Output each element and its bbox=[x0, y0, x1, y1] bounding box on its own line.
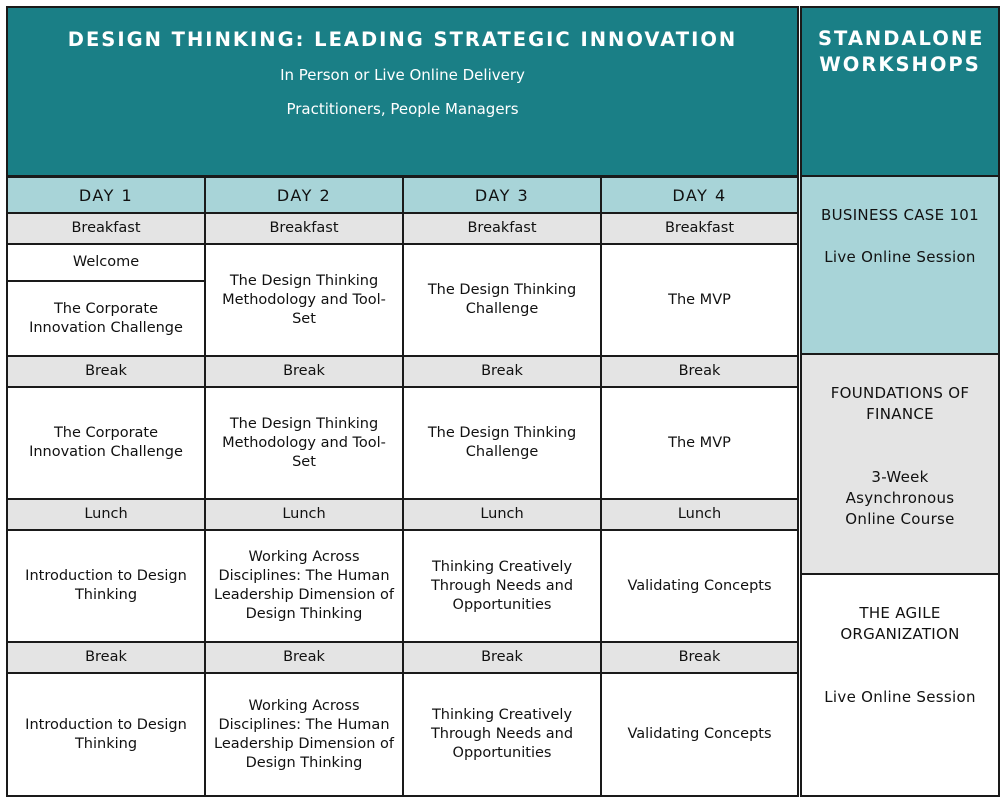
sidebar-header bbox=[800, 6, 1000, 177]
day-header-1: DAY 1 bbox=[6, 176, 206, 214]
workshop-foundations-of-finance bbox=[800, 353, 1000, 575]
program-header bbox=[6, 6, 799, 177]
day-header-2: DAY 2 bbox=[204, 176, 404, 214]
breakfast-day-1: Breakfast bbox=[6, 212, 206, 245]
session-3-day-4: Validating Concepts bbox=[600, 529, 799, 643]
break-2-day-1: Break bbox=[6, 641, 206, 674]
session-2-day-2: The Design Thinking Methodology and Tool-Set bbox=[204, 386, 404, 500]
session-4-day-1: Introduction to Design Thinking bbox=[6, 672, 206, 797]
breakfast-day-3: Breakfast bbox=[402, 212, 602, 245]
session-3-day-1: Introduction to Design Thinking bbox=[6, 529, 206, 643]
breakfast-day-2: Breakfast bbox=[204, 212, 404, 245]
lunch-day-2: Lunch bbox=[204, 498, 404, 531]
break-1-day-3: Break bbox=[402, 355, 602, 388]
lunch-day-1: Lunch bbox=[6, 498, 206, 531]
session-3-day-2: Working Across Disciplines: The Human Leadership Dimension of Design Thinking bbox=[204, 529, 404, 643]
session-1-day-2: The Design Thinking Methodology and Tool-Set bbox=[204, 243, 404, 357]
workshop-format: Live Online Session bbox=[824, 688, 976, 706]
audience: Practitioners, People Managers bbox=[286, 100, 519, 118]
break-2-day-2: Break bbox=[204, 641, 404, 674]
session-2-day-4: The MVP bbox=[600, 386, 799, 500]
delivery-mode: In Person or Live Online Delivery bbox=[280, 66, 525, 84]
workshop-format: Live Online Session bbox=[824, 248, 976, 266]
session-4-day-2: Working Across Disciplines: The Human Leadership Dimension of Design Thinking bbox=[204, 672, 404, 797]
workshop-name: THE AGILE ORGANIZATION bbox=[840, 604, 960, 643]
sidebar-title: STANDALONE WORKSHOPS bbox=[818, 27, 985, 76]
workshop-name: BUSINESS CASE 101 bbox=[821, 206, 979, 224]
day-header-4: DAY 4 bbox=[600, 176, 799, 214]
day-header-3: DAY 3 bbox=[402, 176, 602, 214]
break-1-day-1: Break bbox=[6, 355, 206, 388]
session-1-day-4: The MVP bbox=[600, 243, 799, 357]
break-1-day-2: Break bbox=[204, 355, 404, 388]
workshop-agile-organization bbox=[800, 573, 1000, 797]
workshop-format: 3-Week Asynchronous Online Course bbox=[845, 468, 955, 528]
program-title: DESIGN THINKING: LEADING STRATEGIC INNOVATION bbox=[67, 28, 738, 51]
session-4-day-4: Validating Concepts bbox=[600, 672, 799, 797]
lunch-day-4: Lunch bbox=[600, 498, 799, 531]
break-2-day-3: Break bbox=[402, 641, 602, 674]
session-1-day-1: The Corporate Innovation Challenge bbox=[6, 280, 206, 357]
break-1-day-4: Break bbox=[600, 355, 799, 388]
breakfast-day-4: Breakfast bbox=[600, 212, 799, 245]
session-2-day-1: The Corporate Innovation Challenge bbox=[6, 386, 206, 500]
workshop-business-case bbox=[800, 175, 1000, 355]
break-2-day-4: Break bbox=[600, 641, 799, 674]
session-1-day-3: The Design Thinking Challenge bbox=[402, 243, 602, 357]
session-4-day-3: Thinking Creatively Through Needs and Opportunities bbox=[402, 672, 602, 797]
welcome-day-1: Welcome bbox=[6, 243, 206, 282]
lunch-day-3: Lunch bbox=[402, 498, 602, 531]
workshop-name: FOUNDATIONS OF FINANCE bbox=[830, 384, 970, 423]
session-3-day-3: Thinking Creatively Through Needs and Opportunities bbox=[402, 529, 602, 643]
session-2-day-3: The Design Thinking Challenge bbox=[402, 386, 602, 500]
